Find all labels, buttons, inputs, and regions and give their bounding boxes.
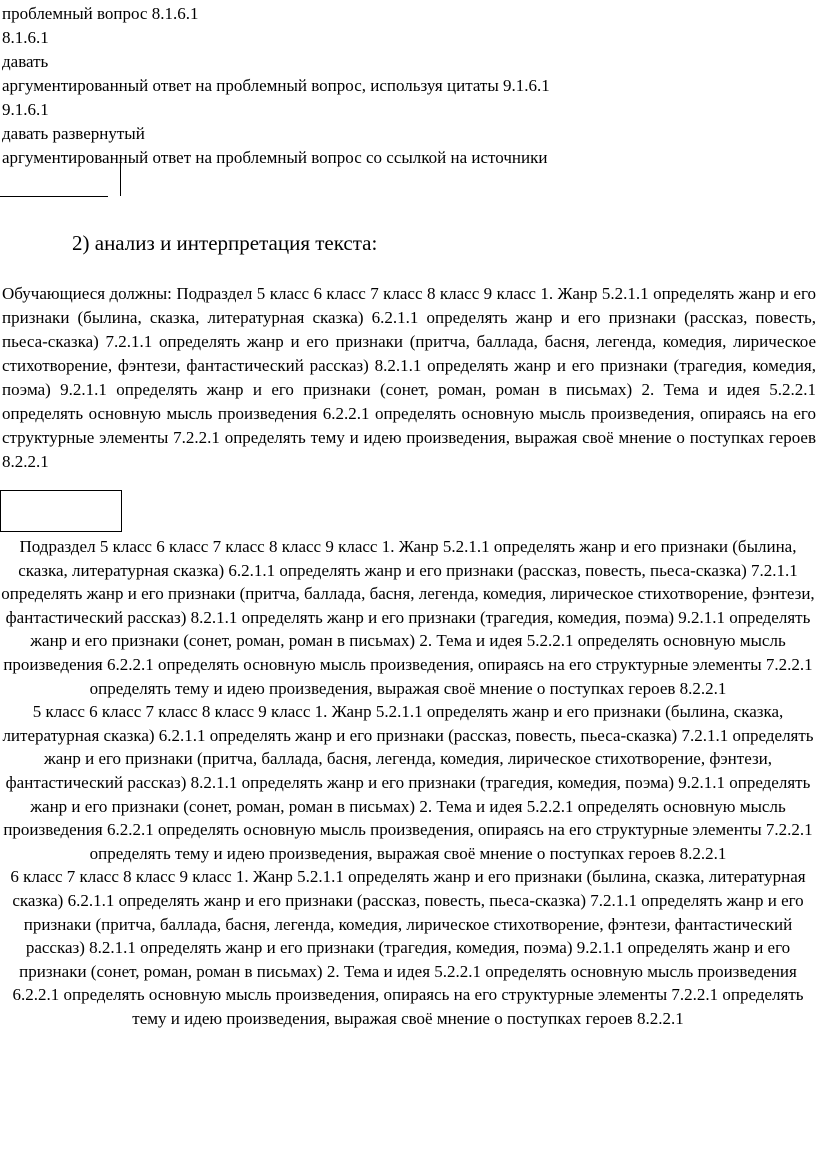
text-line-1: проблемный вопрос 8.1.6.1 (2, 4, 199, 23)
justified-paragraph: Обучающиеся должны: Подраздел 5 класс 6 класс 7 класс 8 класс 9 класс 1. Жанр 5.2.1.1 определять жанр и его признаки (былина, сказка, литературная сказка) 6.2.1.1 определять жанр и его признаки (рассказ, повесть, пьеса-сказка) 7.2.1.1 определять жанр и его признаки (притча, баллада, басня, легенда, комедия, лирическое стихотворение, фэнтези, фантастический рассказ) 8.2.1.1 определять жанр и его признаки (трагедия, комедия, поэма) 9.2.1.1 определять жанр и его признаки (сонет, роман, роман в письмах) 2. Тема и идея 5.2.2.1 определять основную мысль произведения 6.2.2.1 определять основную мысль произведения, опираясь на его структурные элементы 7.2.2.1 определять тему и идею произведения, выражая своё мнение о поступках героев 8.2.2.1 (2, 284, 816, 471)
text-line-4: аргументированный ответ на проблемный вопрос, используя цитаты 9.1.6.1 (2, 76, 550, 95)
text-line-7: аргументированный ответ на проблемный вопрос со ссылкой на источники (2, 148, 548, 167)
section-heading: 2) анализ и интерпретация текста: (72, 231, 378, 255)
centered-paragraph-2: 5 класс 6 класс 7 класс 8 класс 9 класс 1. Жанр 5.2.1.1 определять жанр и его признаки (былина, сказка, литературная сказка) 6.2.1.1 определять жанр и его признаки (рассказ, повесть, пьеса-сказка) 7.2.1.1 определять жанр и его признаки (притча, баллада, басня, легенда, комедия, лирическое стихотворение, фэнтези, фантастический рассказ) 8.2.1.1 определять жанр и его признаки (трагедия, комедия, поэма) 9.2.1.1 определять жанр и его признаки (сонет, роман, роман в письмах) 2. Тема и идея 5.2.2.1 определять основную мысль произведения 6.2.2.1 определять основную мысль произведения, опираясь на его структурные элементы 7.2.2.1 определять тему и идею произведения, выражая своё мнение о поступках героев 8.2.2.1 (2, 702, 814, 863)
centered-text-block (0, 535, 816, 1030)
text-line-2: 8.1.6.1 (2, 28, 49, 47)
text-line-5: 9.1.6.1 (2, 100, 49, 119)
text-line-3: давать (2, 52, 49, 71)
text-line-6: давать развернутый (2, 124, 145, 143)
empty-table-cell (0, 490, 122, 532)
centered-paragraph-3: 6 класс 7 класс 8 класс 9 класс 1. Жанр 5.2.1.1 определять жанр и его признаки (былина, сказка, литературная сказка) 6.2.1.1 определять жанр и его признаки (рассказ, повесть, пьеса-сказка) 7.2.1.1 определять жанр и его признаки (притча, баллада, басня, легенда, комедия, лирическое стихотворение, фэнтези, фантастический рассказ) 8.2.1.1 определять жанр и его признаки (трагедия, комедия, поэма) 9.2.1.1 определять жанр и его признаки (сонет, роман, роман в письмах) 2. Тема и идея 5.2.2.1 определять основную мысль произведения 6.2.2.1 определять основную мысль произведения, опираясь на его структурные элементы 7.2.2.1 определять тему и идею произведения, выражая своё мнение о поступках героев 8.2.2.1 (10, 867, 806, 1028)
table-border-fragment (120, 160, 121, 196)
centered-paragraph-1: Подраздел 5 класс 6 класс 7 класс 8 класс 9 класс 1. Жанр 5.2.1.1 определять жанр и его признаки (былина, сказка, литературная сказка) 6.2.1.1 определять жанр и его признаки (рассказ, повесть, пьеса-сказка) 7.2.1.1 определять жанр и его признаки (притча, баллада, басня, легенда, комедия, лирическое стихотворение, фэнтези, фантастический рассказ) 8.2.1.1 определять жанр и его признаки (трагедия, комедия, поэма) 9.2.1.1 определять жанр и его признаки (сонет, роман, роман в письмах) 2. Тема и идея 5.2.2.1 определять основную мысль произведения 6.2.2.1 определять основную мысль произведения, опираясь на его структурные элементы 7.2.2.1 определять тему и идею произведения, выражая своё мнение о поступках героев 8.2.2.1 (1, 537, 815, 698)
table-cell-fragment (0, 162, 108, 197)
